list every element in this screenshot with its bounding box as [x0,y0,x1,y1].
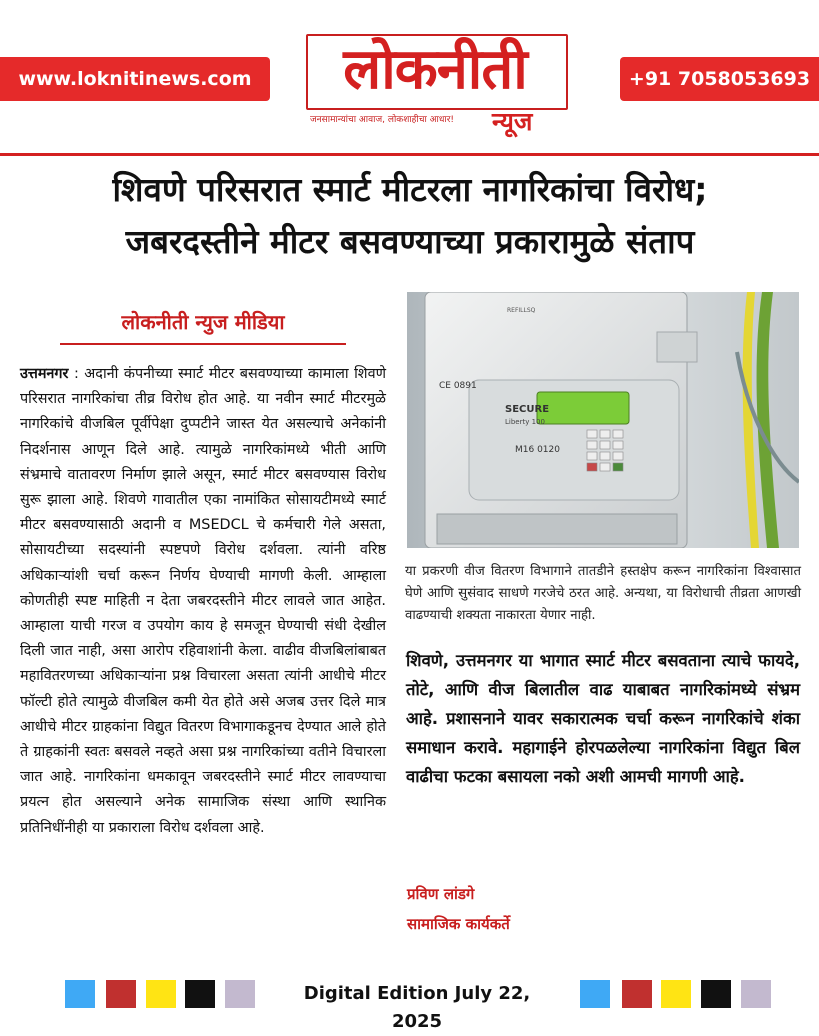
header-divider [0,153,819,156]
article-text: : अदानी कंपनीच्या स्मार्ट मीटर बसवण्याच्या कामाला शिवणे परिसरात नागरिकांचा तीव्र विरोध होत आहे. या नवीन स्मार्ट मीटरमुळे नागरिकांचे वीजबिल पूर्वीपेक्षा दुप्पटीने जास्त येत असल्याचे अनेकांनी निदर्शनास आणून दिले आहे. त्यामुळे नागरिकांमध्ये भीती आणि संभ्रमाचे वातावरण निर्माण झाले असून, स्मार्ट मीटर बसवण्यास विरोध सुरू झाला आहे. शिवणे गावातील एका नामांकित सोसायटीमध्ये स्मार्ट मीटर बसवण्यासाठी अदानी व MSEDCL चे कर्मचारी गेले असता, सोसायटीच्या सदस्यांनी स्पष्टपणे विरोध दर्शवला. त्यांनी वरिष्ठ अधिकाऱ्यांशी चर्चा करून निर्णय घेण्याची मागणी केली. आम्हाला कोणतीही स्पष्ट माहिती न देता जबरदस्तीने मीटर लावले जात आहेत. आम्हाला याची गरज व उपयोग काय हे समजून घेण्याची संधी देखील दिली जात नाही, असा आरोप रहिवाशांनी केला. वाढीव वीजबिलांबाबत महावितरणच्या अधिकाऱ्यांना प्रश्न विचारला असता त्यांनी आधीचे मीटर फॉल्टी होते त्यामुळे वीजबिल कमी येत होते असे अजब उत्तर दिले मात्र आधीचे मीटर ग्राहकांना विद्युत वितरण विभागाकडूनच देण्यात आले होते ते ग्राहकांनी स्वतः बसवले नव्हते असा प्रश्न नागरिकांच्या वतीने विचारला जात आहे. नागरिकांना धमकावून जबरदस्तीने स्मार्ट मीटर लावण्याचा प्रयत्न होत असल्याने अनेक सामाजिक संस्था आणि स्थानिक प्रतिनिधींनीही या प्रकाराला विरोध दर्शवला आहे. [20,366,386,836]
color-swatch-right-3 [661,980,691,1008]
article-dateline: उत्तमनगर [20,366,69,382]
meter-ce-mark: CE 0891 [439,381,477,391]
edition-date: Digital Edition July 22, 2025 [303,983,531,1032]
quote-text: शिवणे, उत्तमनगर या भागात स्मार्ट मीटर बसवताना त्याचे फायदे, तोटे, आणि वीज बिलातील वाढ याबाबत नागरिकांमध्ये संभ्रम आहे. प्रशासनाने यावर सकारात्मक चर्चा करून नागरिकांचे शंका समाधान करावे. महागाईने होरपळलेल्या नागरिकांना विद्युत बिल वाढीचा फटका बसायला नको अशी आमची मागणी आहे. [406,651,800,786]
headline-line-1: शिवणे परिसरात स्मार्ट मीटरला नागरिकांचा विरोध; [112,170,708,209]
meter-code-text: M16 0120 [515,445,560,455]
meter-brand-text: SECURE [505,404,550,415]
logo-news-word: न्यूज [492,107,533,136]
byline: लोकनीती न्युज मीडिया [121,310,285,334]
quote-author-role: सामाजिक कार्यकर्ते [407,915,510,933]
logo-tagline: जनसामान्यांचा आवाज, लोकशाहीचा आधार! [310,115,455,125]
color-swatch-right-4 [701,980,731,1008]
quote-author-name: प्रविण लांडगे [407,885,475,903]
website-text: www.loknitinews.com [18,68,252,90]
meter-model-text: Liberty 100 [505,418,545,426]
color-swatch-left-4 [185,980,215,1008]
meter-label-tag: REFILLSQ [507,307,536,314]
headline-line-2: जबरदस्तीने मीटर बसवण्याच्या प्रकारामुळे संताप [125,222,695,261]
logo-wordmark: लोकनीती [343,37,527,102]
color-swatch-left-2 [106,980,136,1008]
article-body [20,362,386,841]
smart-meter-photo [407,292,799,548]
smart-meter-illustration [407,292,799,548]
color-swatch-left-5 [225,980,255,1008]
color-swatch-right-1 [580,980,610,1008]
loknitinews-logo [300,28,570,146]
website-banner [0,57,270,101]
byline-underline [60,343,346,345]
color-swatch-left-1 [65,980,95,1008]
photo-caption: या प्रकरणी वीज वितरण विभागाने तातडीने हस्तक्षेप करून नागरिकांना विश्वासात घेणे आणि सुसंवाद साधणे गरजेचे ठरत आहे. अन्यथा, या विरोधाची तीव्रता आणखी वाढण्याची शक्यता नाकारता येणार नाही. [405,564,801,623]
color-swatch-left-3 [146,980,176,1008]
headline [30,164,790,268]
color-swatch-right-5 [741,980,771,1008]
phone-banner [620,57,819,101]
color-swatch-right-2 [622,980,652,1008]
phone-text: +91 7058053693 [628,68,811,90]
